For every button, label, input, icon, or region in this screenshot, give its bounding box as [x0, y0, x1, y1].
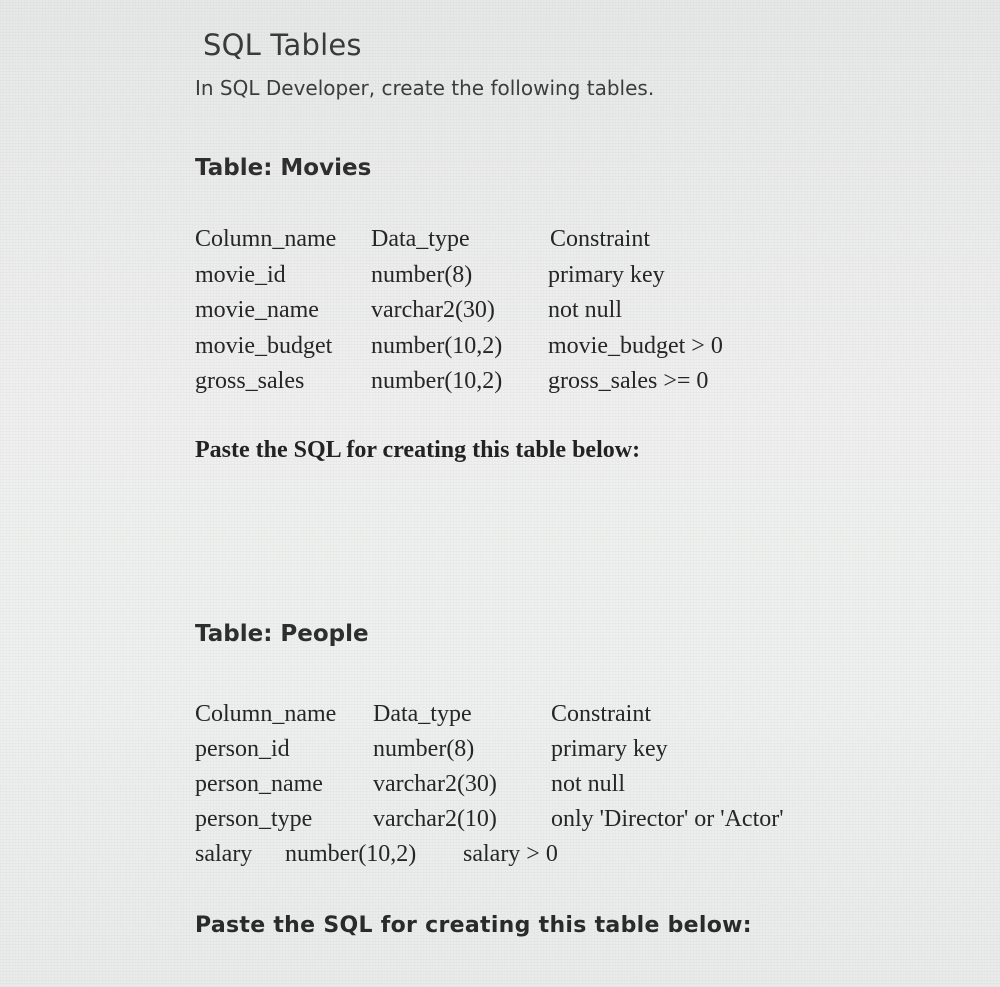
people-header-data-type: Data_type — [373, 701, 472, 727]
people-header-column-name: Column_name — [195, 701, 337, 727]
people-table-heading — [195, 621, 369, 647]
movies-heading-prefix: Table: — [195, 155, 281, 181]
people-paste-instruction: Paste the SQL for creating this table below: — [195, 913, 752, 938]
people-row-column-name: person_type — [195, 806, 313, 832]
people-row-column-name: person_id — [195, 736, 290, 762]
movies-row-constraint: gross_sales >= 0 — [548, 368, 709, 394]
movies-row-constraint: primary key — [548, 262, 665, 288]
people-row-data-type: number(8) — [373, 736, 475, 762]
people-row-constraint: not null — [551, 771, 626, 797]
movies-row-column-name: movie_name — [195, 297, 319, 323]
page-title: SQL Tables — [203, 28, 362, 62]
movies-column-spec — [195, 226, 795, 406]
movies-row-data-type: varchar2(30) — [371, 297, 495, 323]
people-row-constraint: primary key — [551, 736, 668, 762]
people-row-column-name: person_name — [195, 771, 323, 797]
movies-heading-name: Movies — [280, 155, 372, 181]
movies-sql-answer-area[interactable] — [195, 480, 815, 600]
movies-row-data-type: number(10,2) — [371, 368, 503, 394]
people-header-constraint: Constraint — [551, 701, 651, 727]
movies-header-constraint: Constraint — [550, 226, 650, 252]
movies-row-constraint: not null — [548, 297, 623, 323]
movies-row-column-name: movie_budget — [195, 333, 333, 359]
page-subtitle: In SQL Developer, create the following tables. — [195, 76, 655, 100]
movies-header-data-type: Data_type — [371, 226, 470, 252]
movies-paste-instruction: Paste the SQL for creating this table below: — [195, 437, 641, 463]
movies-table-heading — [195, 155, 371, 181]
people-row-data-type: varchar2(10) — [373, 806, 497, 832]
movies-row-data-type: number(10,2) — [371, 333, 503, 359]
people-row-constraint: only 'Director' or 'Actor' — [551, 806, 784, 832]
people-row-data-type: varchar2(30) — [373, 771, 497, 797]
movies-row-constraint: movie_budget > 0 — [548, 333, 723, 359]
people-row-data-type: number(10,2) — [285, 841, 417, 867]
people-heading-name: People — [280, 621, 369, 647]
movies-row-column-name: gross_sales — [195, 368, 305, 394]
people-row-column-name: salary — [195, 841, 253, 867]
movies-row-column-name: movie_id — [195, 262, 286, 288]
people-column-spec — [195, 701, 895, 881]
people-heading-prefix: Table: — [195, 621, 281, 647]
movies-row-data-type: number(8) — [371, 262, 473, 288]
movies-header-column-name: Column_name — [195, 226, 337, 252]
people-row-constraint: salary > 0 — [463, 841, 558, 867]
